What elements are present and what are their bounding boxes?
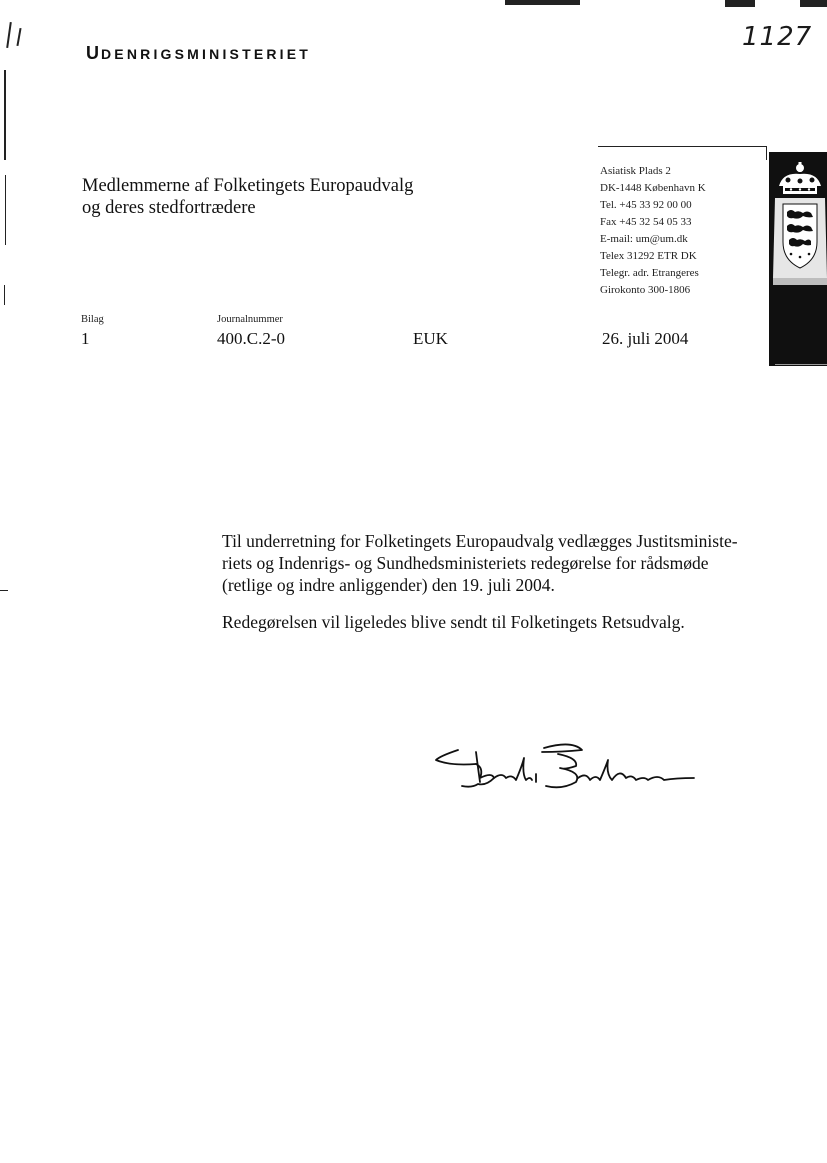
handwritten-signature — [432, 738, 702, 798]
ministry-name-rest: DENRIGSMINISTERIET — [101, 46, 312, 62]
body-line: (retlige og indre anliggender) den 19. juli 2004. — [222, 575, 555, 595]
coat-of-arms-icon — [773, 160, 827, 285]
crest-base-rule — [775, 364, 827, 365]
scan-edge-mark — [725, 0, 755, 7]
journal-value: 400.C.2-0 — [217, 329, 285, 348]
ministry-name — [86, 43, 311, 64]
letter-date: 26. juli 2004 — [602, 329, 689, 348]
address-line: Tel. +45 33 92 00 00 — [600, 199, 692, 211]
recipient-block — [82, 175, 413, 219]
address-rule-tick — [766, 146, 767, 160]
recipient-line: og deres stedfortrædere — [82, 198, 256, 218]
address-block — [600, 163, 706, 299]
scan-edge-mark — [505, 0, 580, 5]
body-line: riets og Indenrigs- og Sundhedsministeriets redegørelse for rådsmøde — [222, 553, 709, 573]
scan-edge-mark — [4, 70, 6, 160]
body-paragraph: Redegørelsen vil ligeledes blive sendt til Folketingets Retsudvalg. — [222, 612, 685, 632]
handwritten-number: 1127 — [742, 22, 813, 52]
letter-body — [222, 530, 782, 633]
address-line: E-mail: um@um.dk — [600, 233, 688, 245]
address-line: Fax +45 32 54 05 33 — [600, 216, 692, 228]
address-line: Asiatisk Plads 2 — [600, 165, 671, 177]
recipient-line: Medlemmerne af Folketingets Europaudvalg — [82, 176, 414, 196]
journal-label: Journalnummer — [217, 314, 283, 325]
scan-edge-mark — [5, 175, 6, 245]
scan-edge-mark — [6, 22, 12, 48]
address-line: DK-1448 København K — [600, 182, 706, 194]
scan-edge-mark — [800, 0, 827, 7]
office-code: EUK — [413, 329, 448, 348]
scan-edge-mark — [4, 285, 5, 305]
bilag-value: 1 — [81, 329, 90, 348]
body-line: Til underretning for Folketingets Europaudvalg vedlægges Justitsministe- — [222, 531, 738, 551]
bilag-label: Bilag — [81, 314, 104, 325]
ministry-name-initial: U — [86, 43, 101, 63]
address-line: Telegr. adr. Etrangeres — [600, 267, 699, 279]
scan-edge-mark — [0, 590, 8, 591]
address-line: Girokonto 300-1806 — [600, 284, 691, 296]
address-line: Telex 31292 ETR DK — [600, 250, 697, 262]
scan-edge-mark — [16, 28, 21, 46]
address-rule — [598, 146, 766, 147]
